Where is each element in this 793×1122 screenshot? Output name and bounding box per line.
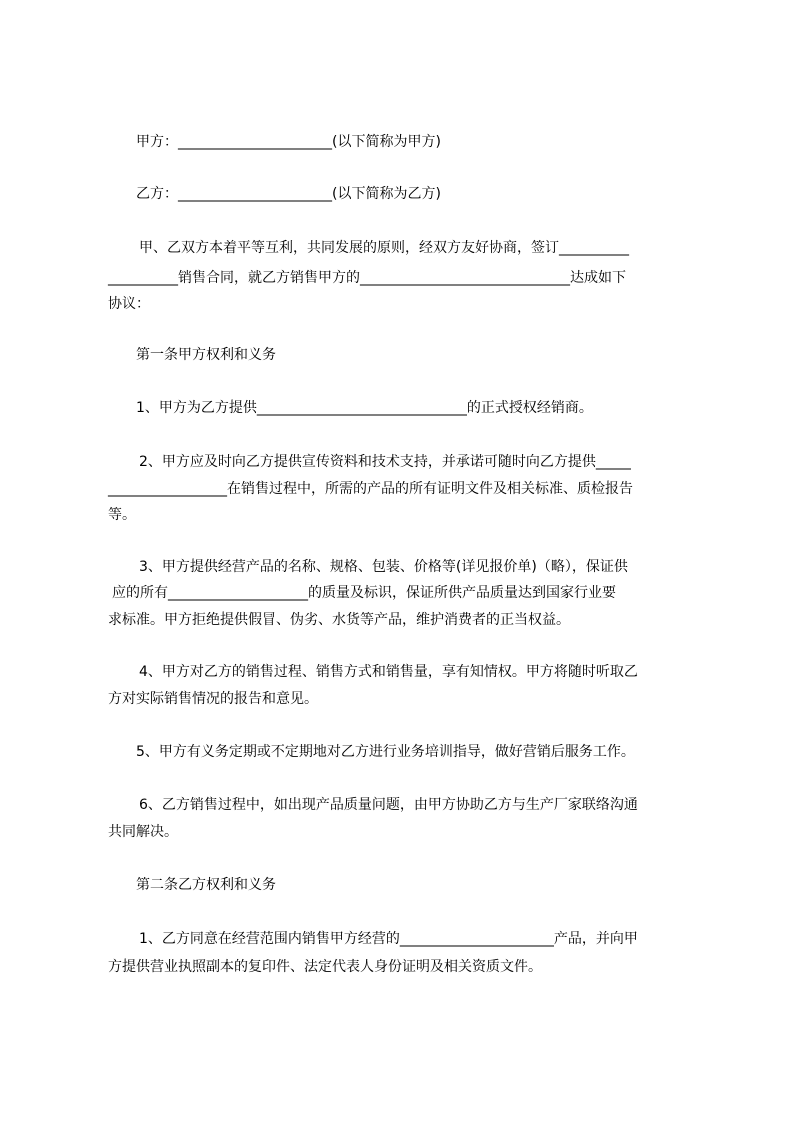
art1-clause-4-line-2: 方对实际销售情况的报告和意见。 [108, 691, 318, 707]
art1-clause-2-line-3: 等。 [108, 507, 136, 523]
art1-clause-2-line-2: _________________在销售过程中，所需的产品的所有证明文件及相关标准、质检报告 [108, 481, 633, 497]
art1-clause-6-line-2: 共同解决。 [108, 824, 178, 840]
art2-clause-1-line-2: 方提供营业执照副本的复印件、法定代表人身份证明及相关资质文件。 [108, 959, 542, 975]
intro-line-1: 甲、乙双方本着平等互利，共同发展的原则，经双方友好协商，签订__________ [139, 240, 629, 256]
art1-clause-4-line-1: 4、甲方对乙方的销售过程、销售方式和销售量，享有知情权。甲方将随时听取乙 [139, 664, 638, 680]
party-b-line: 乙方：______________________(以下简称为乙方) [136, 186, 441, 202]
party-a-line: 甲方：______________________(以下简称为甲方) [136, 134, 441, 150]
art1-clause-3-line-3: 求标准。甲方拒绝提供假冒、伪劣、水货等产品，维护消费者的正当权益。 [108, 612, 570, 628]
article-1-title: 第一条甲方权利和义务 [136, 347, 276, 363]
art1-clause-2-line-1: 2、甲方应及时向乙方提供宣传资料和技术支持，并承诺可随时向乙方提供_____ [139, 454, 631, 470]
art1-clause-6-line-1: 6、乙方销售过程中，如出现产品质量问题，由甲方协助乙方与生产厂家联络沟通 [139, 797, 638, 813]
art1-clause-3-line-2: 应的所有____________________的质量及标识，保证所供产品质量达到国家行业要 [112, 585, 616, 601]
article-2-title: 第二条乙方权利和义务 [136, 877, 276, 893]
art2-clause-1-line-1: 1、乙方同意在经营范围内销售甲方经营的______________________产品，并向甲 [139, 931, 638, 947]
art1-clause-3-line-1: 3、甲方提供经营产品的名称、规格、包装、价格等(详见报价单)（略），保证供 [139, 559, 628, 575]
art1-clause-5: 5、甲方有义务定期或不定期地对乙方进行业务培训指导，做好营销后服务工作。 [136, 744, 635, 760]
intro-line-3: 协议： [108, 296, 150, 312]
art1-clause-1: 1、甲方为乙方提供______________________________的正式授权经销商。 [136, 400, 593, 416]
intro-line-2: __________销售合同，就乙方销售甲方的______________________________达成如下 [108, 270, 626, 286]
